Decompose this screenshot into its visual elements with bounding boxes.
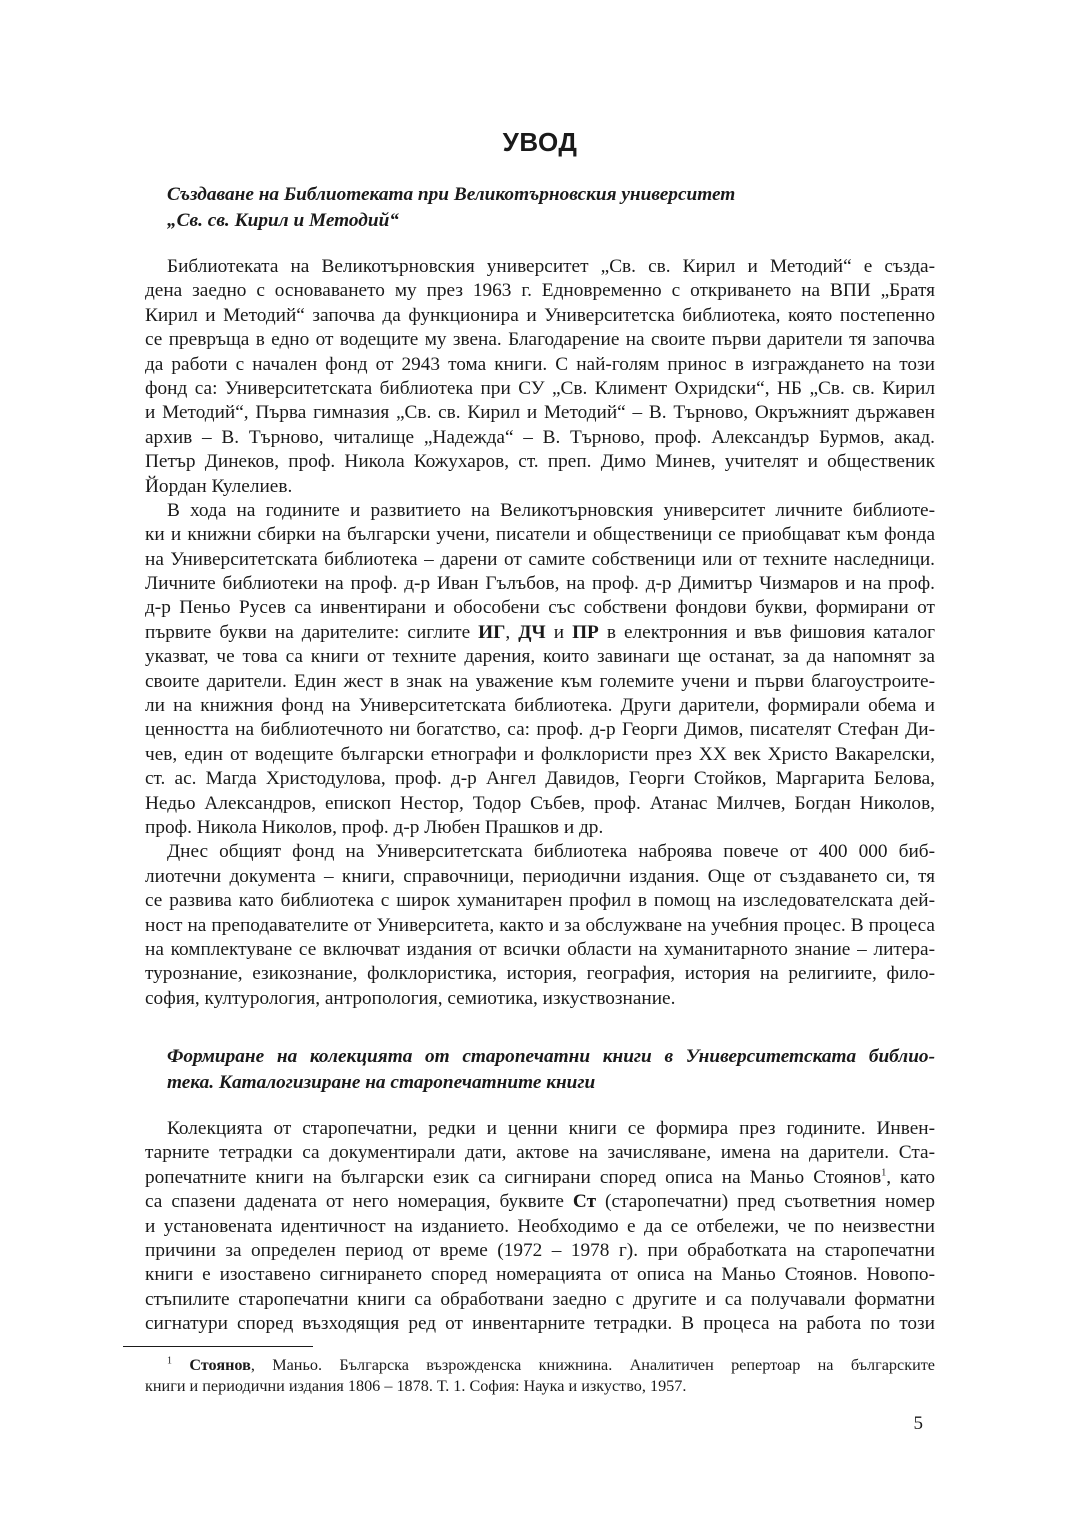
footnote-ref-line: ропечатните книги на български език са сигнирани според описа на Маньо Стоянов$^1$, като [145, 1166, 935, 1188]
sigla-line: първите букви на дарителите: сиглите ИГ, ДЧ и ПР в електронния и във фишовия каталог [145, 621, 935, 643]
text-line: В хода на годините и развитието на Великотърновския университет личните библиоте- [167, 499, 935, 521]
text-line: на комплектуване се включват издания от всички области на хуманитарното знание – литера- [145, 938, 935, 960]
section-heading-collection-formation [167, 1044, 935, 1096]
heading-line: тека. Каталогизиране на старопечатните книги [167, 1072, 596, 1093]
text-line: да работи с начален фонд от 2943 тома книги. С най-голям принос в изграждането на този [145, 353, 935, 375]
text-line: стъпилите старопечатни книги са обработвани заедно с другите и са получавали форматни [145, 1288, 935, 1310]
footnote-divider [123, 1346, 313, 1347]
text-line: д-р Пеньо Русев са инвентирани и обособени със собствени фондови букви, формирани от [145, 597, 935, 619]
text-line: и Методий“, Първа гимназия „Св. св. Кирил и Методий“ – В. Търново, Окръжният държавен [145, 402, 935, 424]
footnote-line: $^1$ Стоянов, Маньо. Българска възрожденска книжнина. Аналитичен репертоар на българските [167, 1355, 935, 1374]
text-line: Недьо Александров, епископ Нестор, Тодор Събев, проф. Атанас Милчев, Богдан Николов, [145, 792, 935, 814]
page-number: 5 [913, 1413, 923, 1434]
text-line: Библиотеката на Великотърновския университет „Св. св. Кирил и Методий“ е създа- [167, 256, 935, 277]
text-line: са спазени дадената от него номерация, буквите Ст (старопечатни) пред съответния номер [145, 1191, 935, 1213]
text-line: ки и книжни сбирки на български учени, писатели и общественици се приобщават към фонда [145, 524, 935, 546]
text-line: указват, че това са книги от техните дарения, които завинаги ще останат, за да напомнят за [145, 646, 935, 668]
text-line: чев, един от водещите български етнографи и фолклористи през XX век Христо Вакарелски, [145, 743, 935, 765]
section-heading-library-founding [167, 182, 935, 234]
text-line: архив – В. Търново, читалище „Надежда“ – В. Търново, проф. Александър Бурмов, акад. [145, 426, 935, 448]
text-line: фонд са: Университетската библиотека при СУ „Св. Климент Охридски“, НБ „Св. св. Кирил [145, 377, 935, 399]
text-line: турознание, езикознание, фолклористика, история, география, история на религиите, фило- [145, 963, 935, 985]
text-line: Личните библиотеки на проф. д-р Иван Гълъбов, на проф. д-р Димитър Чизмаров и на проф. [145, 573, 935, 595]
text-line: Колекцията от старопечатни, редки и ценни книги се формира през годините. Инвен- [167, 1118, 935, 1139]
text-line: дена заедно с основаването му през 1963 г. Едновременно с откриването на ВПИ „Братя [145, 280, 935, 302]
text-line: Кирил и Методий“ започва да функционира и Университетска библиотека, която постепенно [145, 304, 935, 326]
text-line: сигнатури според възходящия ред от инвентарните тетрадки. В процеса на работа по този [145, 1313, 935, 1335]
text-line: ст. ас. Магда Христодулова, проф. д-р Ангел Давидов, Георги Стойков, Маргарита Белова, [145, 768, 935, 790]
text-line: ценността на библиотечното ни богатство, са: проф. д-р Георги Димов, писателят Стефан Ди- [145, 719, 935, 741]
text-line: Петър Динеков, проф. Никола Кожухаров, ст. преп. Димо Минев, учителят и общественик [145, 451, 935, 473]
section2-body [145, 1117, 935, 1337]
sigla-pr: ПР [572, 621, 599, 643]
text-line: лиотечни документа – книги, справочници, периодични издания. Още от създаването си, тя [145, 865, 935, 887]
document-page [145, 0, 935, 1527]
heading-line: Създаване на Библиотеката при Великотърновския университет [167, 184, 736, 205]
st-abbreviation: Ст [572, 1191, 597, 1213]
footnote-author: Стоянов [189, 1356, 251, 1374]
text-line: проф. Никола Николов, проф. д-р Любен Прашков и др. [145, 816, 604, 838]
text-line: се превръща в едно от водещите му звена. Благодарение на своите първи дарители тя започва [145, 329, 935, 351]
heading-line: Формиране на колекцията от старопечатни книги в Университетската библио- [167, 1046, 935, 1067]
text-line: своите дарители. Един жест в знак на уважение към големите учени и първи благоустроите- [145, 670, 935, 692]
sigla-ig: ИГ [478, 621, 506, 643]
sigla-dch: ДЧ [518, 621, 546, 643]
text-line: софия, културология, антропология, семиотика, изкуствознание. [145, 987, 676, 1009]
footnote-reference[interactable]: 1 [881, 1167, 887, 1179]
footnote-marker: 1 [167, 1355, 172, 1367]
footnote [145, 1355, 935, 1397]
text-line: Днес общият фонд на Университетската библиотека наброява повече от 400 000 биб- [167, 841, 935, 863]
page-title: УВОД [502, 127, 578, 157]
text-line: и установената идентичност на изданието. Необходимо е да се отбележи, че по неизвестни [145, 1215, 935, 1237]
text-line: причини за определен период от време (1972 – 1978 г). при обработката на старопечатни [145, 1239, 935, 1261]
text-line: тарните тетрадки са документирали дати, актове на зачисляване, имена на дарители. Ста- [145, 1142, 935, 1164]
section1-body [145, 255, 935, 1011]
text-line: на Университетската библиотека – дарени от самите собственици или от техните наследници. [145, 548, 935, 570]
text-line: ли на книжния фонд на Университетската библиотека. Други дарители, формирали обема и [145, 695, 935, 717]
heading-line: „Св. св. Кирил и Методий“ [167, 210, 399, 231]
text-line: Йордан Кулелиев. [145, 475, 293, 497]
text-line: ност на преподавателите от Университета, както и за обслужване на учебния процес. В процеса [145, 914, 935, 936]
text-line: книги е изоставено сигнирането според номерацията от описа на Маньо Стоянов. Новопо- [145, 1264, 935, 1286]
footnote-line: книги и периодични издания 1806 – 1878. Т. 1. София: Наука и изкуство, 1957. [145, 1377, 687, 1395]
text-line: се развива като библиотека с широк хуманитарен профил в помощ на изследователската дей- [145, 890, 935, 912]
